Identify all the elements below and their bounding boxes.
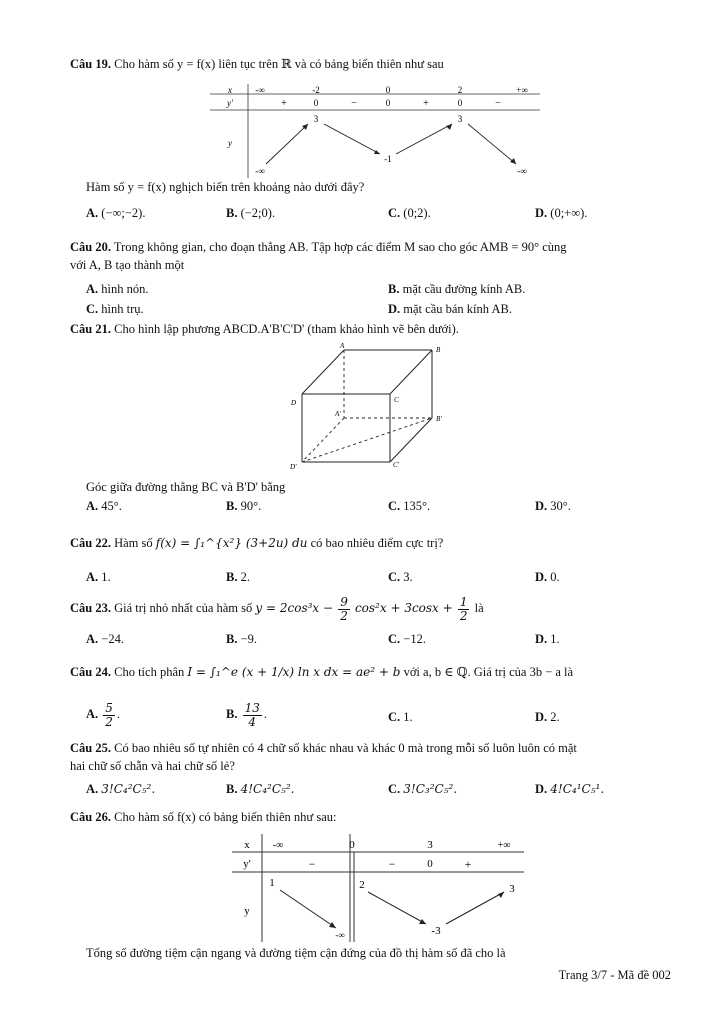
q19-x-0: -∞ <box>255 85 265 95</box>
cube-label-d1: D' <box>290 463 297 471</box>
q22-post: có bao nhiêu điểm cực trị? <box>310 536 444 550</box>
q26-x-2: 3 <box>427 839 433 851</box>
q19-question: Hàm số y = f(x) nghịch biến trên khoảng nào dưới đây? <box>86 180 365 194</box>
q19-option-c[interactable]: C. (0;2). <box>388 206 431 220</box>
q22-formula: f(x) = ∫₁^{x²} (3+2u) du <box>155 536 308 550</box>
q23-label: Câu 23. <box>70 600 111 615</box>
q19-sign-6: − <box>495 98 501 109</box>
q24-mid: với a, b ∈ ℚ. Giá trị của 3b − a là <box>403 665 574 679</box>
q21-option-c[interactable]: C. 135°. <box>388 499 431 513</box>
q23-option-c[interactable]: C. −12. <box>388 632 426 646</box>
q20-label: Câu 20. <box>70 240 111 254</box>
q26-y-0: 1 <box>269 877 275 889</box>
q25-text1: Có bao nhiêu số tự nhiên có 4 chữ số khác nhau và khác 0 mà trong mỗi số luôn luôn có mặt <box>114 741 577 755</box>
q21-option-d[interactable]: D. 30°. <box>535 499 571 513</box>
q22-stem <box>70 536 443 551</box>
q20-text1: Trong không gian, cho đoạn thẳng AB. Tập hợp các điểm M sao cho góc AMB = 90° cùng <box>113 240 567 254</box>
q26-y-4: 3 <box>509 883 515 895</box>
q19-y-3: 3 <box>457 114 463 124</box>
q20-stem-line1 <box>70 240 567 255</box>
q25-label: Câu 25. <box>70 741 111 755</box>
q19-sign-2: − <box>351 98 357 109</box>
q21-question: Góc giữa đường thẳng BC và B'D' bằng <box>86 480 286 494</box>
q22-option-d[interactable]: D. 0. <box>535 570 560 584</box>
q19-sign-4: + <box>423 98 429 109</box>
q19-x-1: -2 <box>312 85 320 95</box>
q23-option-b[interactable]: B. −9. <box>226 632 258 646</box>
q25-text2: hai chữ số chẵn và hai chữ số lẻ? <box>70 759 235 773</box>
q26-x-3: +∞ <box>497 840 511 851</box>
q26-yp-label: y' <box>243 858 251 870</box>
q26-sign-3: + <box>464 857 472 871</box>
q23-fraction-2: $\frac{1}{2}$ <box>459 595 468 623</box>
q26-x-0: -∞ <box>272 840 284 851</box>
q19-y-1: 3 <box>313 114 319 124</box>
q19-y-4: -∞ <box>517 166 527 176</box>
q21-text: Cho hình lập phương ABCD.A'B'C'D' (tham khảo hình vẽ bên dưới). <box>114 322 459 336</box>
q19-option-d[interactable]: D. (0;+∞). <box>535 206 588 220</box>
q23-option-d[interactable]: D. 1. <box>535 632 560 646</box>
q19-sign-0: + <box>281 98 287 109</box>
q25-stem-line1 <box>70 741 577 756</box>
q20-text2: với A, B tạo thành một <box>70 258 185 272</box>
q24-option-a[interactable]: A. $\frac{5}{2}$ . <box>86 701 121 729</box>
q19-y-2: -1 <box>384 154 392 164</box>
q19-x-3: 2 <box>457 85 463 95</box>
q21-option-a[interactable]: A. 45°. <box>86 499 122 513</box>
q23-option-a[interactable]: A. −24. <box>86 632 124 646</box>
q25-option-d[interactable]: D. 4!C₄¹C₅¹. <box>535 782 605 796</box>
q25-option-b[interactable]: B. 4!C₄²C₅². <box>226 782 295 796</box>
q26-x-label: x <box>244 839 250 851</box>
q26-text: Cho hàm số f(x) có bảng biến thiên như sau: <box>114 810 337 824</box>
q24-option-d[interactable]: D. 2. <box>535 710 560 724</box>
q24-option-c[interactable]: C. 1. <box>388 710 413 724</box>
q21-option-b[interactable]: B. 90°. <box>226 499 262 513</box>
q21-label: Câu 21. <box>70 322 111 336</box>
q26-y-1: -∞ <box>335 930 345 940</box>
q19-option-a[interactable]: A. (−∞;−2). <box>86 206 146 220</box>
q19-x-2: 0 <box>385 85 391 95</box>
q19-yp-label: y' <box>227 98 233 108</box>
q24-formula: I = ∫₁^e (x + 1/x) ln x dx = ae² + b <box>187 665 401 679</box>
q23-pre: Giá trị nhỏ nhất của hàm số <box>114 600 253 615</box>
q24-pre: Cho tích phân <box>114 665 185 679</box>
q26-sign-2: 0 <box>427 858 433 870</box>
q19-variation-table <box>210 84 540 178</box>
q26-question: Tổng số đường tiệm cận ngang và đường tiệm cận đứng của đồ thị hàm số đã cho là <box>86 946 506 960</box>
q23-stem <box>70 596 484 622</box>
q25-option-a[interactable]: A. 3!C₄²C₅². <box>86 782 156 796</box>
q23-formula-b: cos²x + 3cosx + <box>354 600 453 615</box>
q22-option-b[interactable]: B. 2. <box>226 570 250 584</box>
q21-stem <box>70 322 459 337</box>
q23-formula-a: y = 2cos³x − <box>255 600 334 615</box>
q23-fraction-1: $\frac{9}{2}$ <box>340 595 348 623</box>
q19-x-4: +∞ <box>516 85 528 95</box>
q26-sign-1: − <box>388 857 396 871</box>
q19-text: Cho hàm số y = f(x) liên tục trên ℝ và có bảng biến thiên như sau <box>114 57 444 71</box>
q24-stem <box>70 664 573 680</box>
q26-y-3: -3 <box>431 925 441 937</box>
q22-pre: Hàm số <box>114 536 153 550</box>
q24-option-b[interactable]: B. $\frac{13}{4}$ . <box>226 701 267 729</box>
q19-label: Câu 19. <box>70 57 111 71</box>
q20-option-d[interactable]: D. mặt cầu bán kính AB. <box>388 302 512 316</box>
q19-y-label: y <box>228 138 232 148</box>
q26-x-1: 0 <box>349 839 355 851</box>
q22-option-c[interactable]: C. 3. <box>388 570 413 584</box>
q19-stem <box>70 56 444 72</box>
q19-sign-1: 0 <box>313 98 319 108</box>
q22-label: Câu 22. <box>70 536 111 550</box>
q19-sign-3: 0 <box>385 98 391 108</box>
q20-option-c[interactable]: C. hình trụ. <box>86 302 144 316</box>
q20-option-b[interactable]: B. mặt cầu đường kính AB. <box>388 282 526 296</box>
q19-x-label: x <box>228 85 232 95</box>
q22-option-a[interactable]: A. 1. <box>86 570 111 584</box>
cube-label-a: A <box>340 342 345 350</box>
q26-label: Câu 26. <box>70 810 111 824</box>
cube-label-b1: B' <box>436 415 442 423</box>
page-footer: Trang 3/7 - Mã đề 002 <box>558 968 671 982</box>
cube-label-a1: A' <box>335 410 341 418</box>
q21-cube-figure <box>282 342 452 474</box>
q24-label: Câu 24. <box>70 665 111 679</box>
q26-variation-table <box>232 834 524 942</box>
cube-label-d: D <box>291 399 297 407</box>
cube-label-b: B <box>436 346 441 354</box>
q26-y-label: y <box>244 905 250 917</box>
q19-y-0: -∞ <box>255 166 265 176</box>
q25-option-c[interactable]: C. 3!C₃²C₅². <box>388 782 458 796</box>
cube-label-c1: C' <box>393 461 400 469</box>
q23-post: là <box>474 600 484 615</box>
q19-sign-5: 0 <box>457 98 463 108</box>
cube-label-c: C <box>394 396 399 404</box>
q26-y-2: 2 <box>359 879 365 891</box>
q20-option-a[interactable]: A. hình nón. <box>86 282 149 296</box>
q19-option-b[interactable]: B. (−2;0). <box>226 206 276 220</box>
q26-stem <box>70 810 336 825</box>
q26-sign-0: − <box>308 857 316 871</box>
